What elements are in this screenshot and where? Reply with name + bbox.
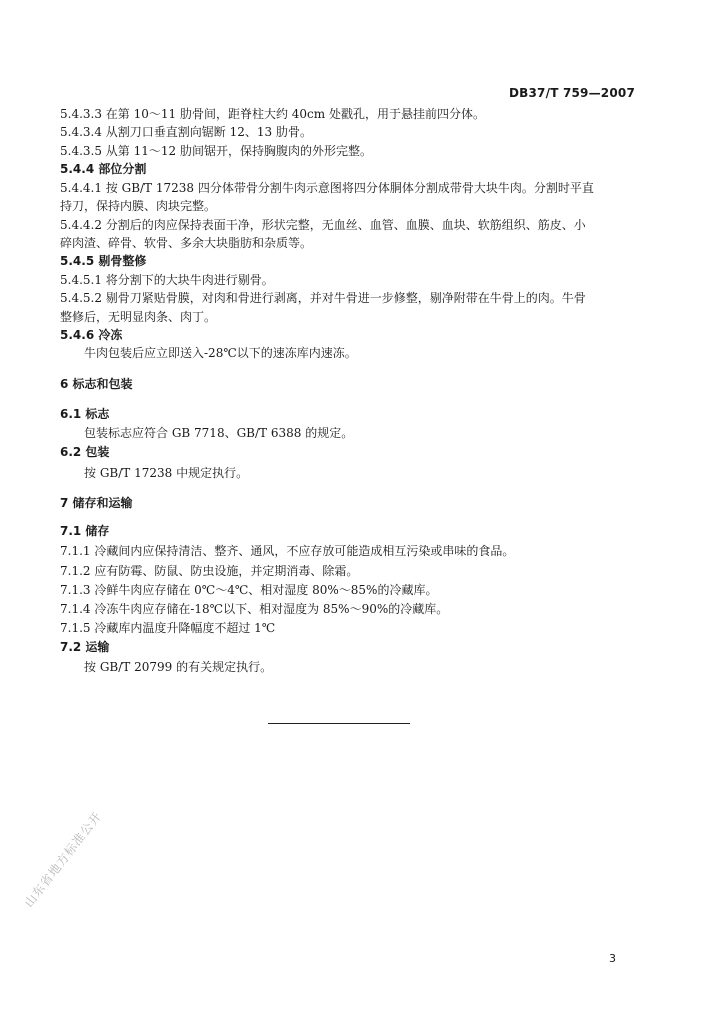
clause-5-4-5-2-cont: 整修后，无明显肉条、肉丁。 — [60, 310, 217, 324]
clause-7-1-5: 7.1.5 冷藏库内温度升降幅度不超过 1℃ — [60, 621, 276, 635]
heading-5-4-6: 5.4.6 冷冻 — [60, 328, 123, 342]
heading-6: 6 标志和包装 — [60, 377, 133, 391]
clause-5-4-3-5: 5.4.3.5 从第 11～12 肋间锯开，保持胸腹肉的外形完整。 — [60, 144, 372, 158]
clause-5-4-6-text: 牛肉包装后应立即送入-28℃以下的速冻库内速冻。 — [84, 346, 357, 360]
heading-5-4-4: 5.4.4 部位分割 — [60, 162, 147, 176]
clause-5-4-3-4: 5.4.3.4 从割刀口垂直割向锯断 12、13 肋骨。 — [60, 125, 312, 139]
clause-7-1-4: 7.1.4 冷冻牛肉应存储在-18℃以下、相对湿度为 85%～90%的冷藏库。 — [60, 602, 449, 616]
heading-7: 7 储存和运输 — [60, 496, 133, 510]
end-of-document-rule — [268, 723, 410, 724]
clause-5-4-3-3: 5.4.3.3 在第 10～11 肋骨间，距脊柱大约 40cm 处戳孔，用于悬挂前四分体。 — [60, 107, 485, 121]
clause-5-4-4-2: 5.4.4.2 分割后的肉应保持表面干净，形状完整，无血丝、血管、血膜、血块、软筋组织、筋皮、小 — [60, 218, 586, 232]
heading-7-1: 7.1 储存 — [60, 524, 110, 538]
clause-5-4-4-1: 5.4.4.1 按 GB/T 17238 四分体带骨分割牛肉示意图将四分体胴体分割成带骨大块牛肉。分割时平直 — [60, 181, 594, 195]
clause-5-4-5-2: 5.4.5.2 剔骨刀紧贴骨膜，对肉和骨进行剥离，并对牛骨进一步修整，剔净附带在牛骨上的肉。牛骨 — [60, 291, 586, 305]
clause-6-2-text: 按 GB/T 17238 中规定执行。 — [84, 466, 249, 480]
clause-7-1-1: 7.1.1 冷藏间内应保持清洁、整齐、通风，不应存放可能造成相互污染或串味的食品。 — [60, 544, 515, 558]
clause-5-4-5-1: 5.4.5.1 将分割下的大块牛肉进行剔骨。 — [60, 273, 274, 287]
clause-5-4-4-2-cont: 碎肉渣、碎骨、软骨、多余大块脂肪和杂质等。 — [60, 236, 313, 250]
clause-6-1-text: 包装标志应符合 GB 7718、GB/T 6388 的规定。 — [84, 426, 354, 440]
heading-6-2: 6.2 包装 — [60, 445, 110, 459]
watermark-stamp: 山东省地方标准公开 — [21, 809, 105, 910]
clause-7-1-2: 7.1.2 应有防霉、防鼠、防虫设施，并定期消毒、除霜。 — [60, 564, 359, 578]
heading-6-1: 6.1 标志 — [60, 407, 110, 421]
page-number: 3 — [609, 952, 616, 965]
clause-5-4-4-1-cont: 持刀，保持内膜、肉块完整。 — [60, 199, 217, 213]
clause-7-1-3: 7.1.3 冷鲜牛肉应存储在 0℃～4℃、相对湿度 80%～85%的冷藏库。 — [60, 583, 438, 597]
heading-7-2: 7.2 运输 — [60, 640, 110, 654]
clause-7-2-text: 按 GB/T 20799 的有关规定执行。 — [84, 660, 273, 674]
heading-5-4-5: 5.4.5 剔骨整修 — [60, 254, 147, 268]
standard-code-header: DB37/T 759—2007 — [509, 86, 635, 100]
